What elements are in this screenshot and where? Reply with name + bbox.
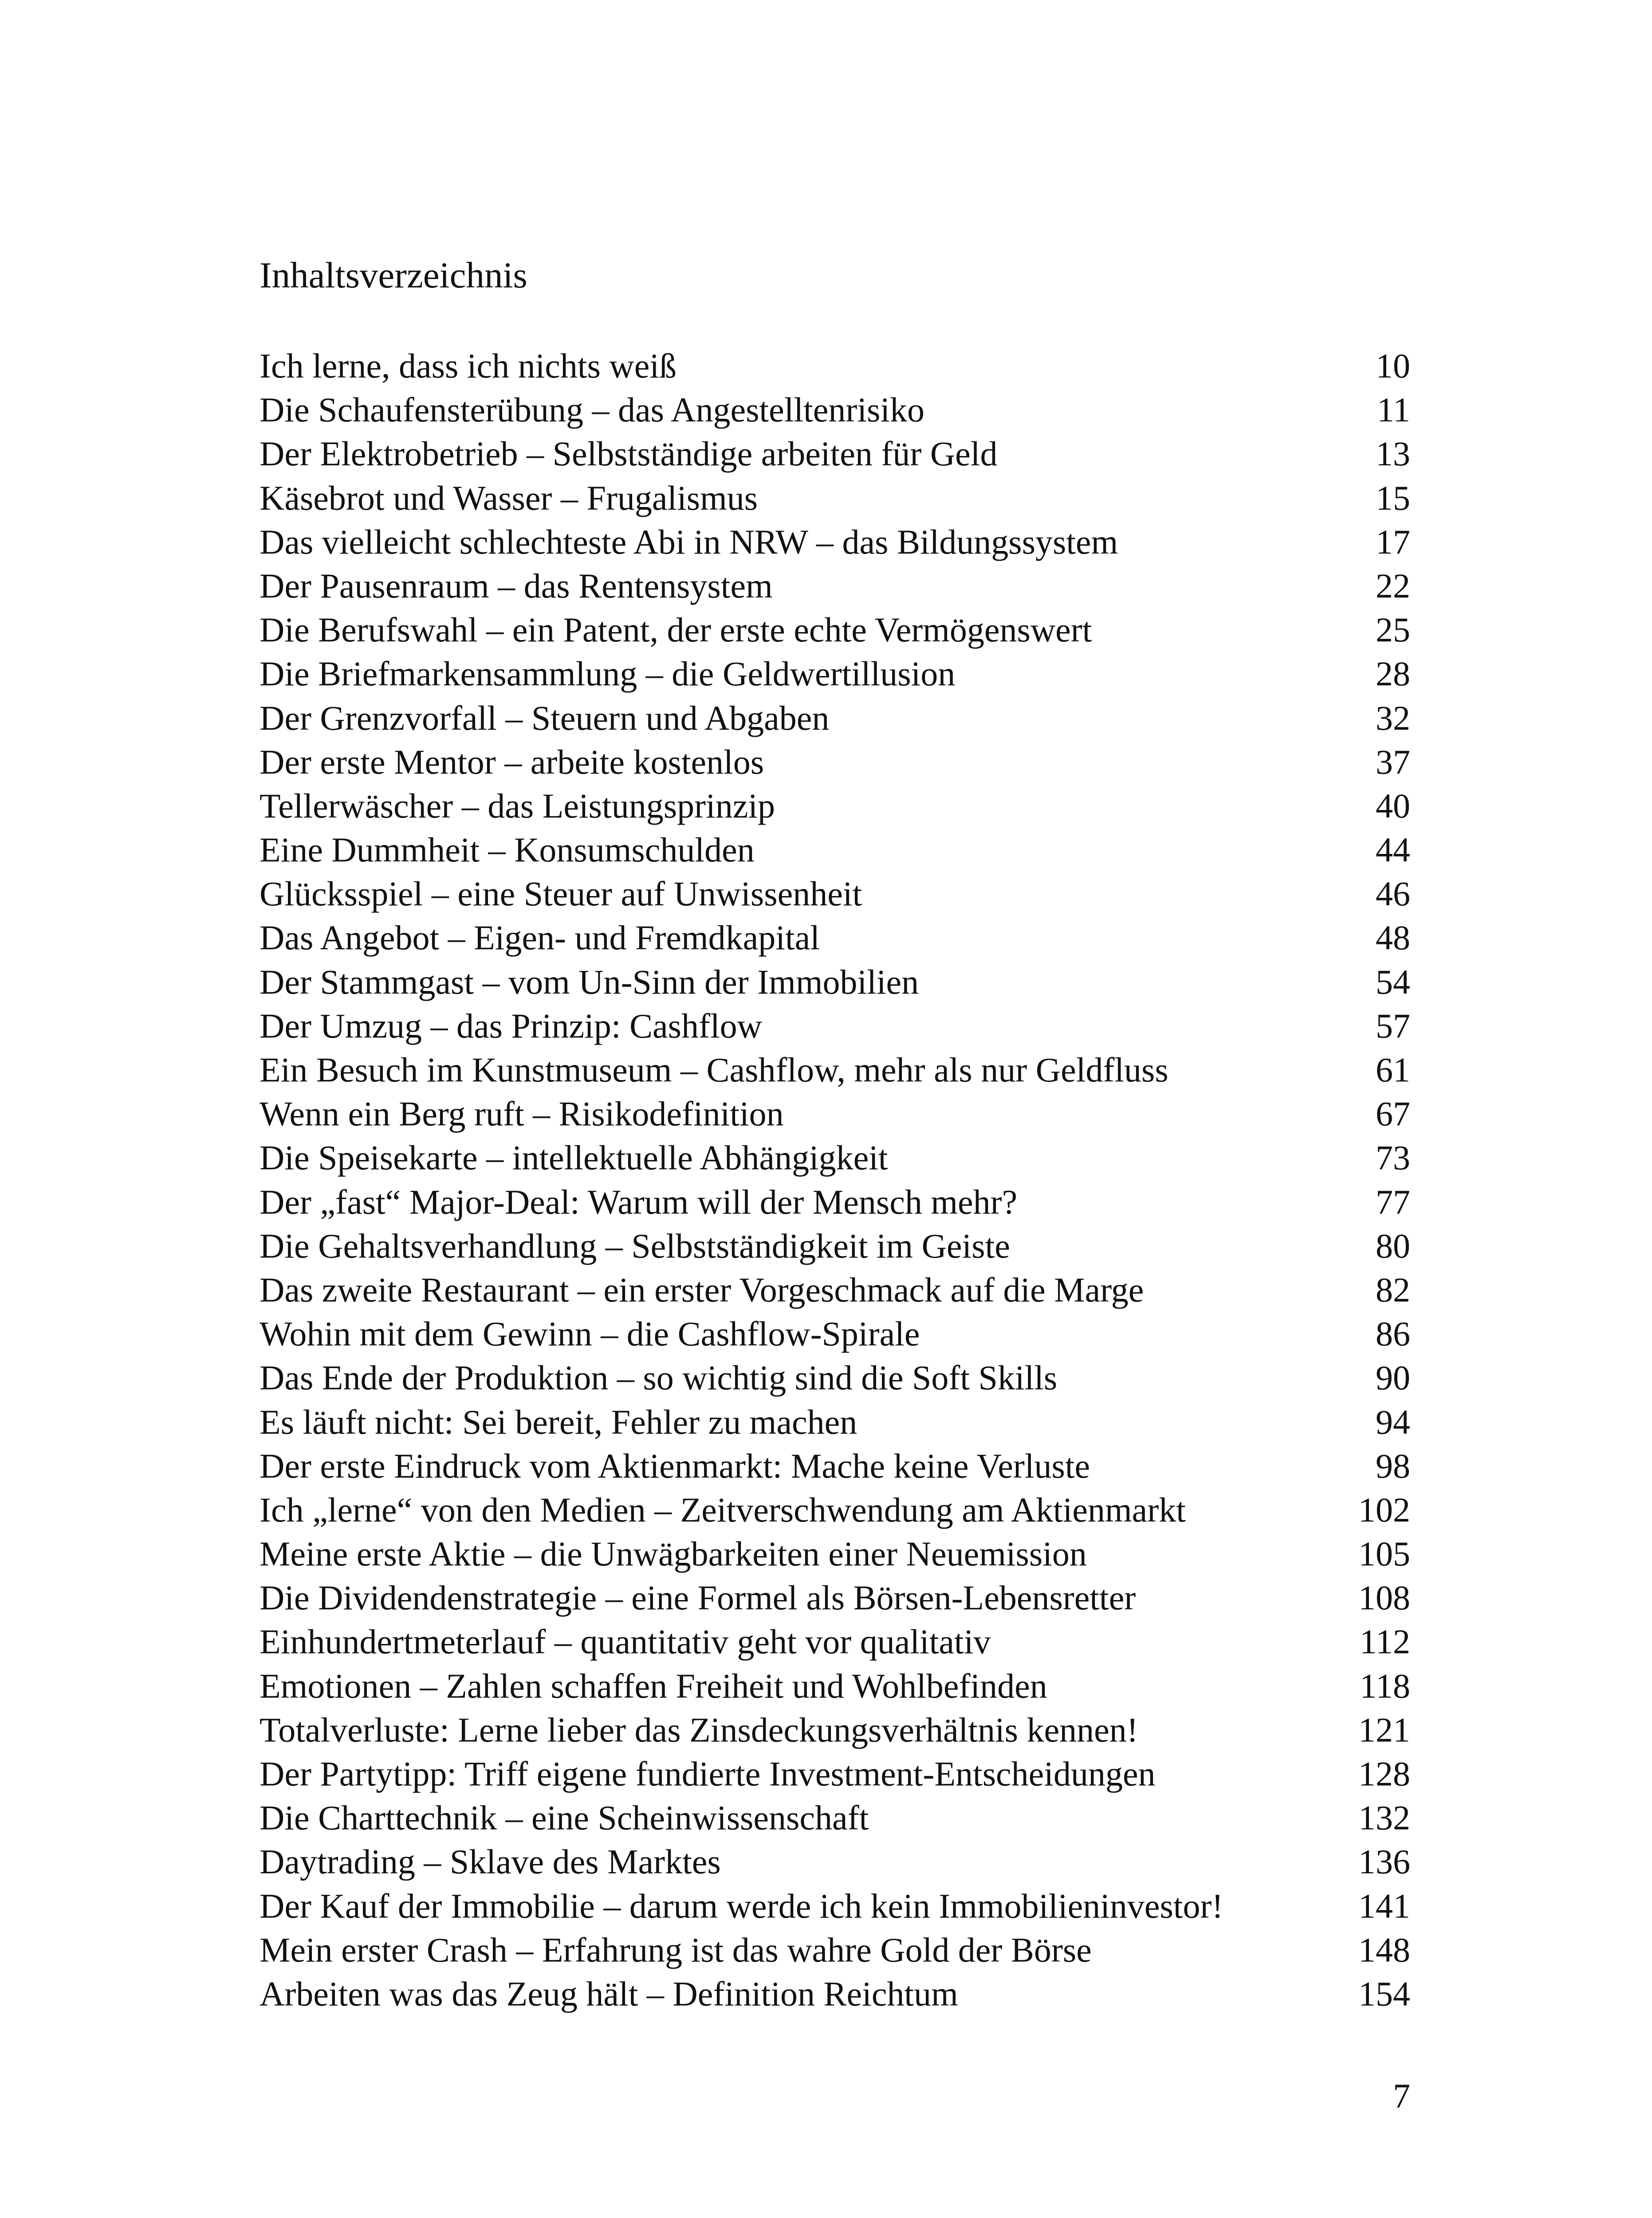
toc-entry	[260, 1400, 1410, 1444]
toc-entry-title: Glücksspiel – eine Steuer auf Unwissenheit	[260, 874, 862, 913]
toc-entry-title: Die Speisekarte – intellektuelle Abhängigkeit	[260, 1138, 888, 1177]
toc-entry-title: Der Umzug – das Prinzip: Cashflow	[260, 1006, 762, 1045]
toc-entry	[260, 1224, 1410, 1268]
toc-entry-page: 48	[1376, 918, 1410, 957]
toc-entry-title: Der Stammgast – vom Un-Sinn der Immobilien	[260, 962, 919, 1001]
toc-entry-title: Eine Dummheit – Konsumschulden	[260, 830, 755, 869]
toc-entry-title: Mein erster Crash – Erfahrung ist das wahre Gold der Börse	[260, 1930, 1092, 1969]
toc-entry-title: Die Charttechnik – eine Scheinwissenschaft	[260, 1798, 869, 1837]
toc-entry-page: 17	[1376, 522, 1410, 561]
toc-entry-title: Der erste Eindruck vom Aktienmarkt: Mache keine Verluste	[260, 1446, 1090, 1485]
toc-entry	[260, 388, 1410, 432]
toc-entry	[260, 1928, 1410, 1972]
toc-entry-title: Ich „lerne“ von den Medien – Zeitverschwendung am Aktienmarkt	[260, 1490, 1186, 1529]
toc-entry	[260, 740, 1410, 784]
toc-entry-page: 57	[1376, 1006, 1410, 1045]
toc-entry-page: 25	[1376, 610, 1410, 649]
toc-entry-title: Einhundertmeterlauf – quantitativ geht vor qualitativ	[260, 1622, 991, 1661]
toc-entry-title: Der Partytipp: Triff eigene fundierte Investment-Entscheidungen	[260, 1754, 1156, 1793]
toc-entry-page: 86	[1376, 1314, 1410, 1353]
toc-list	[260, 344, 1410, 2016]
toc-entry-title: Es läuft nicht: Sei bereit, Fehler zu machen	[260, 1402, 857, 1441]
toc-entry-page: 112	[1359, 1622, 1410, 1661]
toc-entry-page: 98	[1376, 1446, 1410, 1485]
toc-entry	[260, 1532, 1410, 1576]
toc-entry-page: 102	[1358, 1490, 1410, 1529]
toc-entry-page: 90	[1376, 1358, 1410, 1397]
toc-entry-title: Emotionen – Zahlen schaffen Freiheit und Wohlbefinden	[260, 1666, 1047, 1705]
toc-entry	[260, 1576, 1410, 1620]
toc-entry	[260, 1972, 1410, 2016]
toc-entry-page: 154	[1358, 1974, 1410, 2013]
toc-entry-title: Ich lerne, dass ich nichts weiß	[260, 346, 677, 385]
toc-entry	[260, 1752, 1410, 1796]
toc-entry-page: 94	[1376, 1402, 1410, 1441]
toc-entry	[260, 1180, 1410, 1224]
toc-entry	[260, 1884, 1410, 1928]
toc-entry-page: 73	[1376, 1138, 1410, 1177]
toc-entry-page: 121	[1358, 1710, 1410, 1749]
toc-entry-page: 46	[1376, 874, 1410, 913]
toc-entry-page: 40	[1376, 786, 1410, 825]
toc-entry-title: Der Pausenraum – das Rentensystem	[260, 566, 773, 605]
toc-entry	[260, 1488, 1410, 1532]
toc-entry-title: Der Grenzvorfall – Steuern und Abgaben	[260, 698, 830, 737]
toc-entry-page: 128	[1358, 1754, 1410, 1793]
toc-entry-title: Totalverluste: Lerne lieber das Zinsdeckungsverhältnis kennen!	[260, 1710, 1138, 1749]
toc-entry	[260, 872, 1410, 916]
toc-entry	[260, 520, 1410, 564]
toc-entry-page: 11	[1377, 390, 1410, 429]
toc-entry-title: Die Dividendenstrategie – eine Formel als Börsen-Lebensretter	[260, 1578, 1136, 1617]
toc-entry-page: 80	[1376, 1226, 1410, 1265]
toc-entry	[260, 1356, 1410, 1400]
toc-entry	[260, 1048, 1410, 1092]
toc-entry-page: 105	[1358, 1534, 1410, 1573]
toc-entry-page: 13	[1376, 434, 1410, 473]
toc-entry-title: Der Kauf der Immobilie – darum werde ich kein Immobilieninvestor!	[260, 1886, 1223, 1925]
toc-entry	[260, 564, 1410, 608]
toc-entry-page: 61	[1376, 1050, 1410, 1089]
toc-entry	[260, 1444, 1410, 1488]
toc-entry-title: Käsebrot und Wasser – Frugalismus	[260, 478, 758, 517]
toc-entry-page: 22	[1376, 566, 1410, 605]
toc-entry	[260, 1004, 1410, 1048]
toc-entry-title: Arbeiten was das Zeug hält – Definition Reichtum	[260, 1974, 958, 2013]
toc-entry-title: Das zweite Restaurant – ein erster Vorgeschmack auf die Marge	[260, 1270, 1144, 1309]
toc-entry	[260, 696, 1410, 740]
toc-entry-title: Der „fast“ Major-Deal: Warum will der Mensch mehr?	[260, 1182, 1018, 1221]
toc-entry	[260, 1796, 1410, 1840]
toc-entry-page: 108	[1358, 1578, 1410, 1617]
toc-entry	[260, 1136, 1410, 1180]
toc-entry-page: 54	[1376, 962, 1410, 1001]
toc-entry-page: 148	[1358, 1930, 1410, 1969]
toc-entry-title: Meine erste Aktie – die Unwägbarkeiten einer Neuemission	[260, 1534, 1087, 1573]
toc-entry	[260, 1664, 1410, 1708]
page-number: 7	[1393, 2076, 1410, 2115]
toc-entry-page: 67	[1376, 1094, 1410, 1133]
toc-entry	[260, 1312, 1410, 1356]
toc-entry	[260, 476, 1410, 520]
toc-entry-title: Die Berufswahl – ein Patent, der erste echte Vermögenswert	[260, 610, 1092, 649]
toc-entry-page: 118	[1359, 1666, 1410, 1705]
toc-entry-title: Der erste Mentor – arbeite kostenlos	[260, 742, 764, 781]
toc-entry-page: 44	[1376, 830, 1410, 869]
toc-entry-title: Das vielleicht schlechteste Abi in NRW – das Bildungssystem	[260, 522, 1118, 561]
toc-entry-page: 141	[1358, 1886, 1410, 1925]
toc-entry	[260, 960, 1410, 1004]
toc-entry-page: 32	[1376, 698, 1410, 737]
toc-entry-page: 132	[1358, 1798, 1410, 1837]
toc-entry-title: Wohin mit dem Gewinn – die Cashflow-Spirale	[260, 1314, 920, 1353]
toc-entry	[260, 1268, 1410, 1312]
toc-entry-page: 82	[1376, 1270, 1410, 1309]
toc-entry-title: Die Gehaltsverhandlung – Selbstständigkeit im Geiste	[260, 1226, 1010, 1265]
toc-entry-page: 136	[1358, 1842, 1410, 1881]
toc-entry-page: 10	[1376, 346, 1410, 385]
toc-entry-title: Tellerwäscher – das Leistungsprinzip	[260, 786, 775, 825]
toc-entry-title: Daytrading – Sklave des Marktes	[260, 1842, 721, 1881]
toc-entry	[260, 344, 1410, 388]
toc-entry-title: Die Schaufensterübung – das Angestelltenrisiko	[260, 390, 925, 429]
toc-entry	[260, 1092, 1410, 1136]
toc-entry	[260, 828, 1410, 872]
toc-entry	[260, 1708, 1410, 1752]
toc-entry-page: 77	[1376, 1182, 1410, 1221]
toc-entry	[260, 916, 1410, 960]
toc-entry-title: Das Angebot – Eigen- und Fremdkapital	[260, 918, 820, 957]
toc-entry-title: Die Briefmarkensammlung – die Geldwertillusion	[260, 654, 956, 693]
toc-entry-title: Wenn ein Berg ruft – Risikodefinition	[260, 1094, 784, 1133]
toc-entry	[260, 1620, 1410, 1664]
toc-entry-title: Das Ende der Produktion – so wichtig sind die Soft Skills	[260, 1358, 1058, 1397]
toc-entry-title: Der Elektrobetrieb – Selbstständige arbeiten für Geld	[260, 434, 998, 473]
toc-entry	[260, 652, 1410, 696]
toc-entry	[260, 1840, 1410, 1884]
toc-entry-page: 37	[1376, 742, 1410, 781]
toc-entry-title: Ein Besuch im Kunstmuseum – Cashflow, mehr als nur Geldfluss	[260, 1050, 1168, 1089]
toc-entry	[260, 784, 1410, 828]
toc-entry	[260, 432, 1410, 476]
toc-entry	[260, 608, 1410, 652]
toc-entry-page: 28	[1376, 654, 1410, 693]
toc-heading: Inhaltsverzeichnis	[260, 255, 527, 295]
toc-entry-page: 15	[1376, 478, 1410, 517]
